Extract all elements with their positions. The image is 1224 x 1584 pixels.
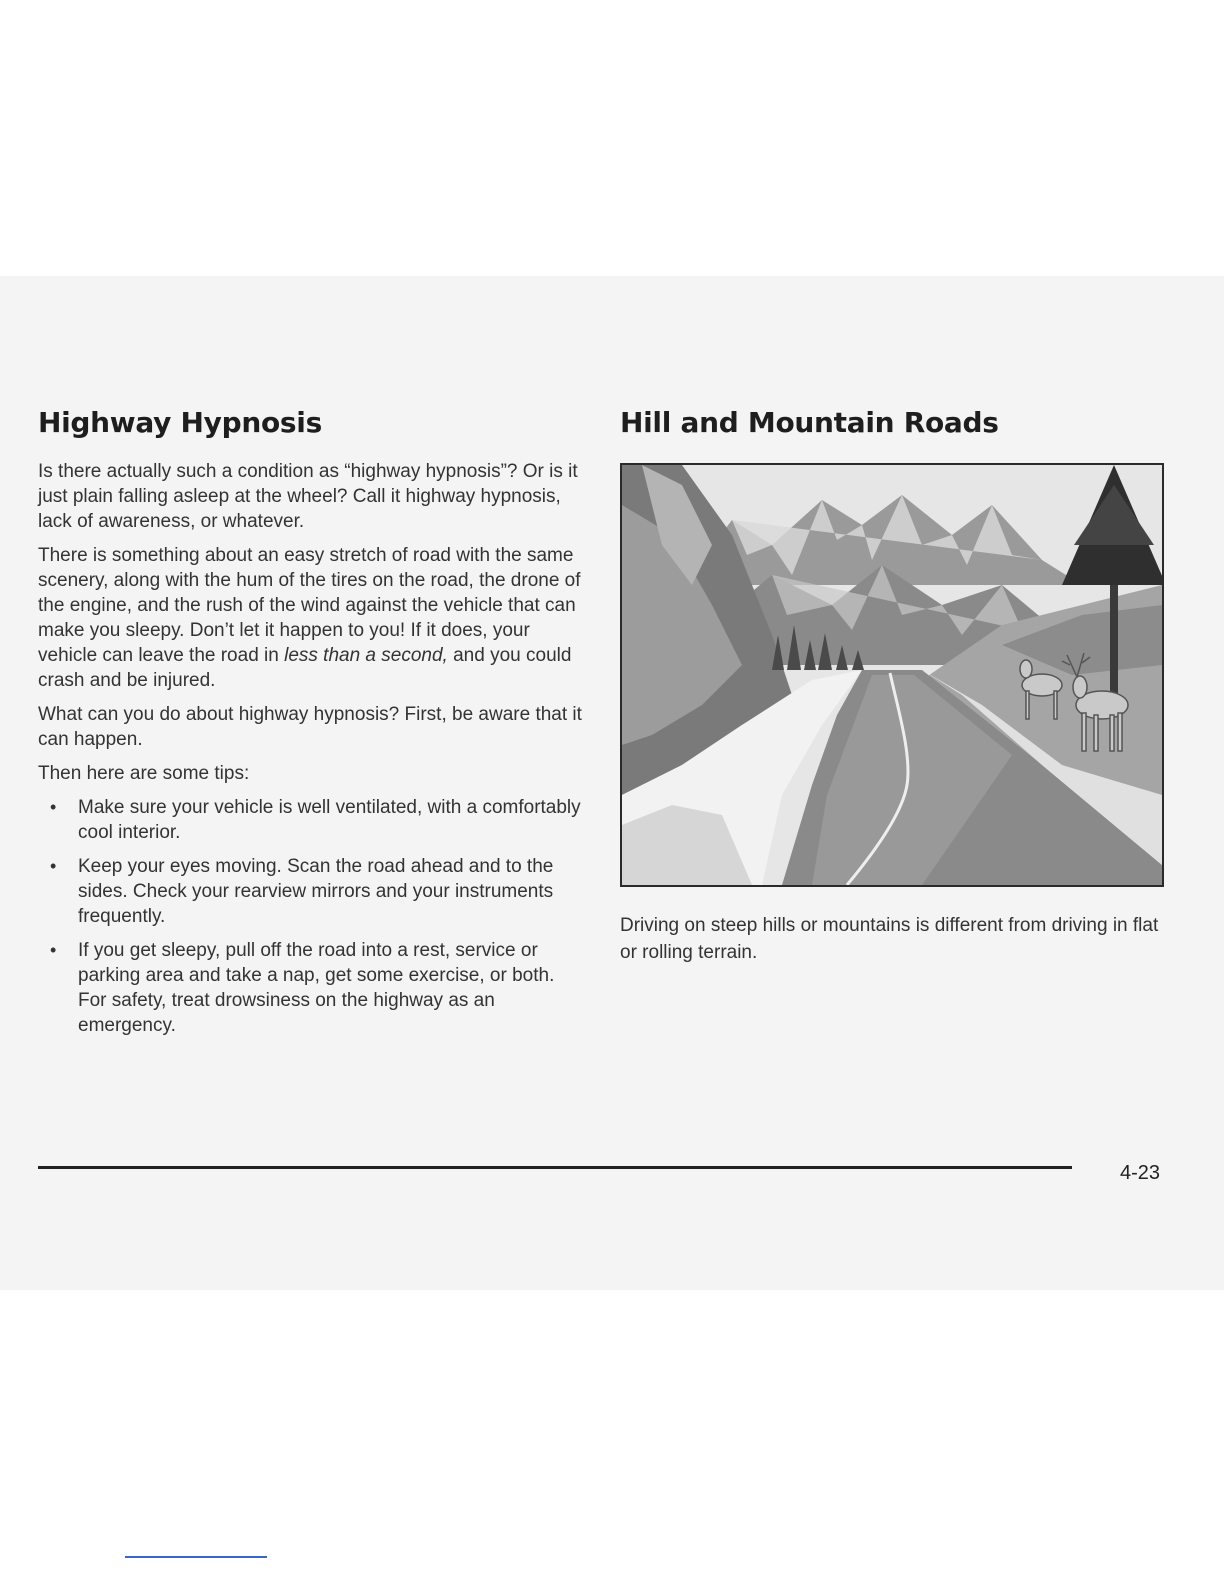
- bullet-icon: •: [50, 940, 57, 960]
- paragraph-scenery: [38, 543, 583, 693]
- hill-mountain-roads-heading: Hill and Mountain Roads: [620, 406, 999, 439]
- mountain-road-illustration: [620, 463, 1164, 887]
- tip-text: Keep your eyes moving. Scan the road ahead and to the sides. Check your rearview mirrors and your instruments frequently.: [78, 856, 554, 927]
- paragraph-tips-intro: Then here are some tips:: [38, 763, 250, 784]
- highway-hypnosis-body: [38, 459, 583, 1047]
- illustration-caption: Driving on steep hills or mountains is different from driving in flat or rolling terrain.: [620, 915, 1159, 963]
- paragraph-scenery-text: There is something about an easy stretch of road with the same scenery, along with the hum of the tires on the road, the drone of the engine, and the rush of the wind against the vehicle that can make you sleepy. Don’t let it happen to you! If it does, your vehicle can leave the road in: [38, 545, 581, 666]
- tips-list: [38, 795, 583, 1038]
- list-item: [38, 795, 583, 845]
- bullet-icon: •: [50, 856, 57, 876]
- footer-rule: [38, 1166, 1072, 1169]
- tip-text: Make sure your vehicle is well ventilated, with a comfortably cool interior.: [78, 797, 581, 843]
- bullet-icon: •: [50, 797, 57, 817]
- paragraph-intro: Is there actually such a condition as “highway hypnosis”? Or is it just plain falling asleep at the wheel? Call it highway hypnosis, lack of awareness, or whatever.: [38, 461, 578, 532]
- page-number: 4-23: [1120, 1162, 1161, 1184]
- highway-hypnosis-heading: Highway Hypnosis: [38, 406, 322, 439]
- paragraph-scenery-tail: and you could crash and be injured.: [38, 645, 572, 691]
- paragraph-what-can-you-do: What can you do about highway hypnosis? First, be aware that it can happen.: [38, 704, 582, 750]
- list-item: [38, 854, 583, 929]
- emphasis-text: less than a second,: [284, 645, 448, 666]
- tip-text: If you get sleepy, pull off the road into a rest, service or parking area and take a nap, get some exercise, or both. For safety, treat drowsiness on the highway as an emergency.: [78, 940, 555, 1036]
- link-underline[interactable]: [125, 1556, 267, 1558]
- list-item: [38, 938, 583, 1038]
